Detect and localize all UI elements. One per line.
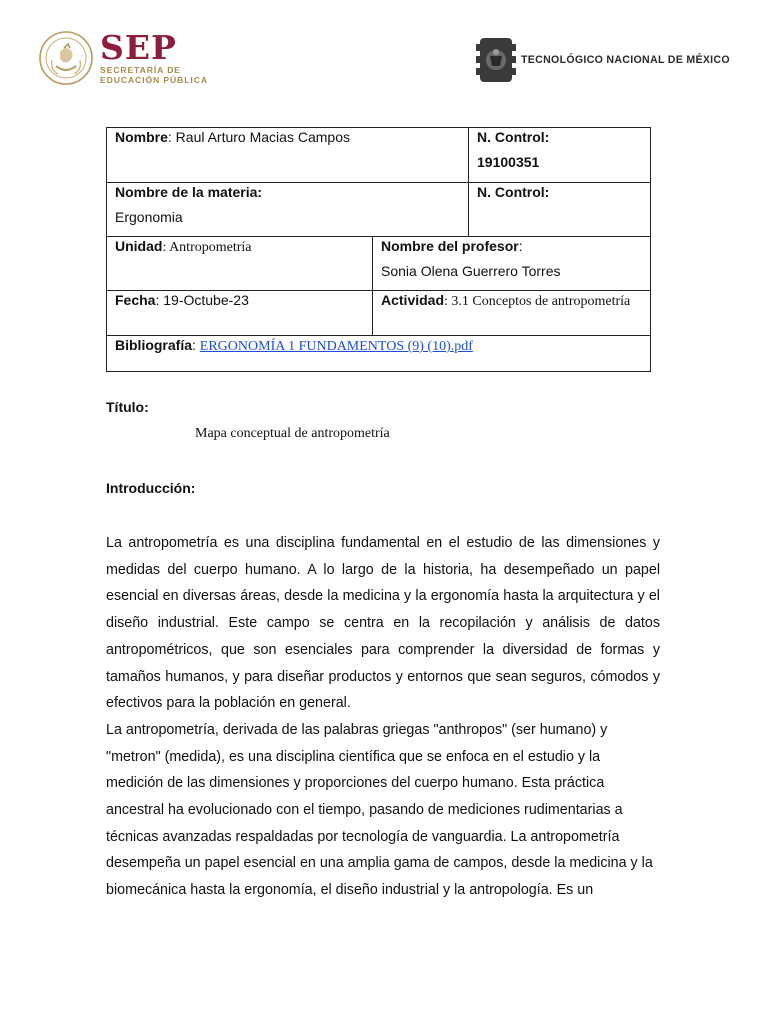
- nombre-cell: [107, 128, 469, 183]
- introduccion-label: Introducción:: [106, 480, 196, 496]
- bibliografia-cell: [107, 336, 651, 372]
- introduccion-body: [106, 530, 660, 904]
- table-row: [107, 291, 651, 336]
- introduccion-paragraph-2: La antropometría, derivada de las palabras griegas "anthropos" (ser humano) y "metron" (medida), es una disciplina científica que se enfoca en el estudio y la medición de las dimensiones y proporciones del cuerpo humano. Esta práctica ancestral ha evolucionado con el tiempo, pasando de mediciones rudimentarias a técnicas avanzadas respaldadas por tecnología de vanguardia. La antropometría desempeña un papel esencial en una amplia gama de campos, desde la medicina y la biomecánica hasta la ergonomía, el diseño industrial y la antropología. Es un: [106, 721, 653, 899]
- fecha-value: : 19-Octube-23: [155, 292, 249, 308]
- bibliografia-link[interactable]: ERGONOMÍA 1 FUNDAMENTOS (9) (10).pdf: [199, 339, 473, 354]
- materia-value: Ergonomia: [115, 209, 183, 225]
- profesor-colon: :: [518, 238, 523, 254]
- student-info-table: [106, 127, 651, 372]
- control-label: N. Control:: [477, 129, 550, 145]
- profesor-cell: [373, 237, 651, 291]
- fecha-cell: [107, 291, 373, 336]
- tecnm-logo: [476, 34, 730, 86]
- sep-subtitle-line2: EDUCACIÓN PÚBLICA: [100, 75, 208, 85]
- sep-wordmark: SEP: [100, 28, 177, 67]
- titulo-text: Mapa conceptual de antropometría: [195, 426, 390, 441]
- unidad-cell: [107, 237, 373, 291]
- control2-label: N. Control:: [477, 184, 550, 200]
- control2-cell: [469, 183, 651, 237]
- sep-logo: [38, 30, 208, 86]
- fecha-label: Fecha: [115, 292, 156, 308]
- nombre-label: Nombre: [115, 129, 168, 145]
- profesor-label: Nombre del profesor: [381, 238, 519, 254]
- table-row: [107, 128, 651, 183]
- profesor-value: Sonia Olena Guerrero Torres: [381, 263, 561, 279]
- unidad-label: Unidad: [115, 238, 163, 254]
- bibliografia-colon: :: [192, 337, 200, 353]
- nombre-value: : Raul Arturo Macias Campos: [167, 129, 350, 145]
- materia-label: Nombre de la materia:: [115, 184, 263, 200]
- control-value: 19100351: [477, 154, 540, 170]
- titulo-label: Título:: [106, 399, 149, 415]
- tecnm-gear-icon: [476, 34, 518, 86]
- tecnm-wordmark: TECNOLÓGICO NACIONAL DE MÉXICO: [521, 54, 730, 66]
- actividad-value: : 3.1 Conceptos de antropometría: [444, 294, 631, 309]
- unidad-value: : Antropometría: [162, 240, 252, 255]
- introduccion-paragraph-1: La antropometría es una disciplina fundamental en el estudio de las dimensiones y medidas del cuerpo humano. A lo largo de la historia, ha desempeñado un papel esencial en diversas áreas, desde la medicina y la ergonomía hasta la arquitectura y el diseño industrial. Este campo se centra en la recopilación y análisis de datos antropométricos, que son esenciales para comprender la diversidad de formas y tamaños humanos, y para diseñar productos y entornos que sean seguros, cómodos y efectivos para la población en general.: [106, 535, 660, 712]
- actividad-cell: [373, 291, 651, 336]
- actividad-label: Actividad: [381, 292, 445, 308]
- bibliografia-label: Bibliografía: [115, 337, 193, 353]
- control-cell: [469, 128, 651, 183]
- table-row: [107, 237, 651, 291]
- sep-subtitle-line1: SECRETARÍA DE: [100, 65, 181, 75]
- materia-cell: [107, 183, 469, 237]
- table-row: [107, 336, 651, 372]
- page-header: [0, 0, 768, 110]
- table-row: [107, 183, 651, 237]
- mexico-coat-of-arms-icon: [38, 30, 94, 86]
